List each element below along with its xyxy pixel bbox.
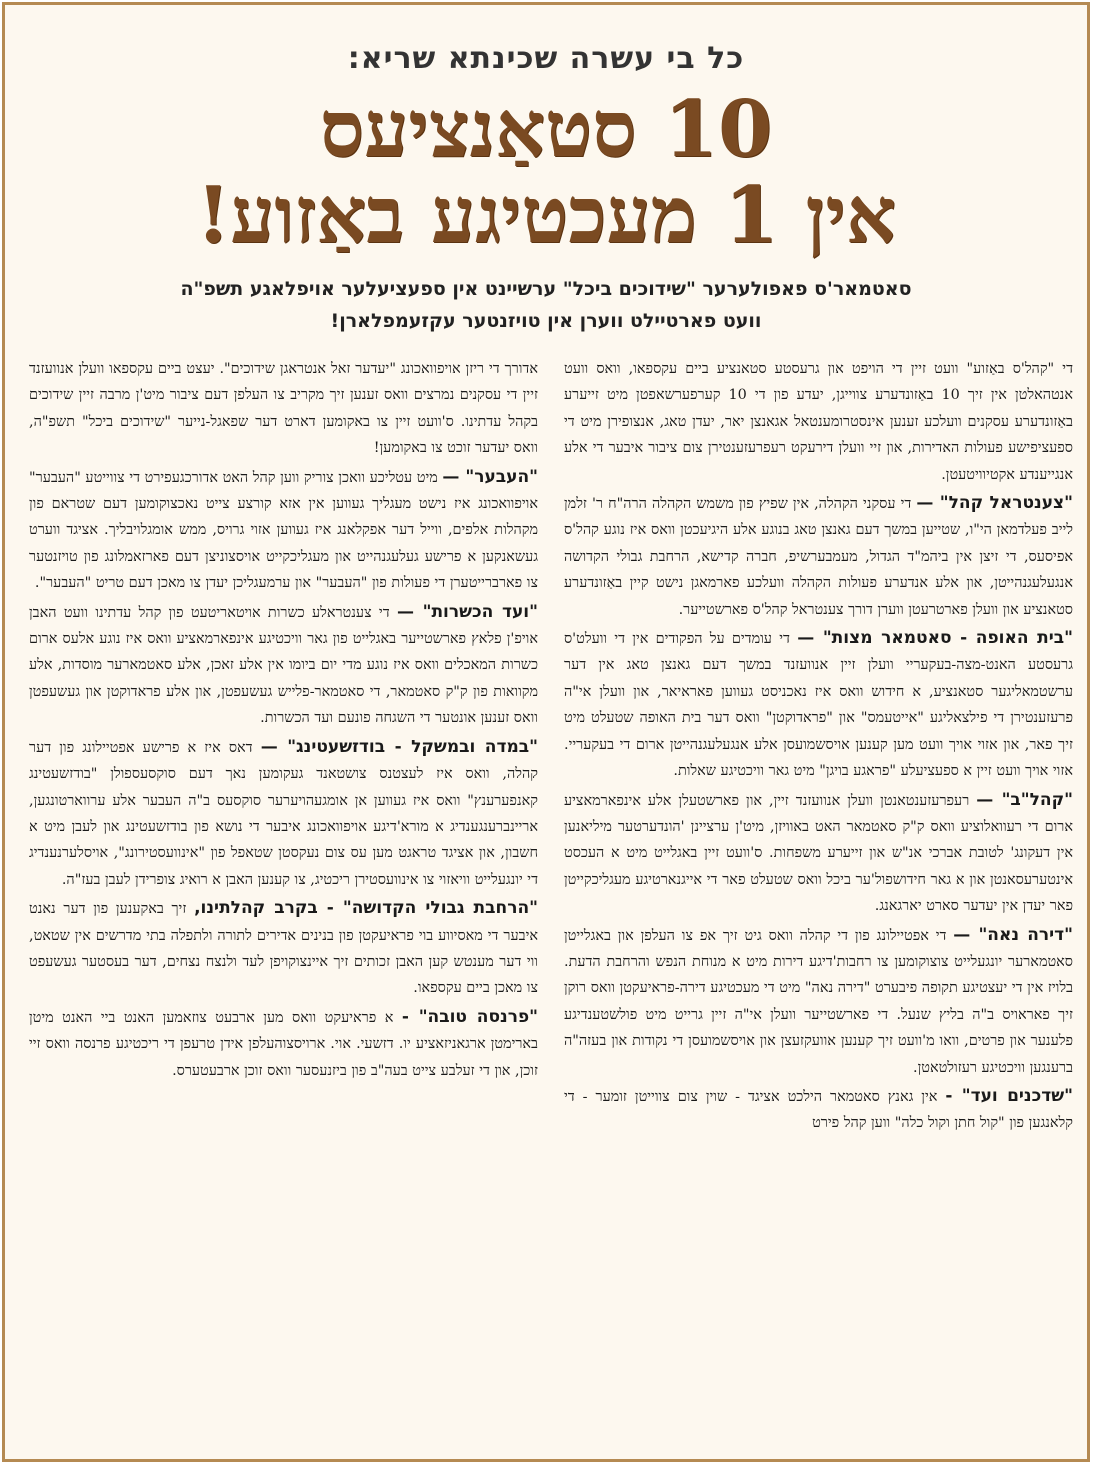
subhead-line-2: וועט פארטיילט ווערן אין טויזנטער עקזעמפלארן! xyxy=(330,310,762,332)
paragraph-body: זיך באקענען פון דער נאנט איבער די מאסיווע בוי פראיעקטן פון בנינים אדירים לתורה ולתפלה בתי מדרשים אין שטאט, ווי דער מענטש קען האבן זכותים זיך איינצוקויפן לעד ולנצח נצחים, דער בעסטער געשעפט צו מאכן ביים עקספאו. xyxy=(29,901,538,997)
left-column xyxy=(29,355,538,1441)
paragraph-body: אדורך די ריזן אויפוואכונג "יעדער זאל אנטראגן שידוכים". יעצט ביים עקספאו וועלן אנוועזנד זיין די עסקנים נמרצים וואס זענען זיך מקריב צו העלפן דעם ציבור מיט'ן מרבה זיין שידוכים בקהל עדתינו. ס'וועט זיין צו באקומען דארט דער שפאגל-נייער "שידוכים ביכל" תשפ"ה, וואס יעדער זוכט צו באקומען! xyxy=(29,361,538,457)
paragraph-body: די אפטיילונג פון די קהלה וואס גיט זיך אפ צו העלפן און באגלייטן סאטמארער יונגעלייט צוצוקומען צו רחבות'דיגע דירות מיט א מנוחת הנפש והרחבת הדעת. בלויז אין די יעצטיגע תקופה פיבערט "דירה נאה" מיט די מעכטיגע דירה-פראיעקטן וואס רוקן זיך פאראויס ב"ה בליץ שנעל. די פארשטייער וועלן אי"ה זיין גרייט מיט פולשטענדיגע פלענער און פרטים, וואו מ'וועט זיך קענען אוועקזעצן און אויסשמועסן די נקודות און בעזה"ה ברענגען וויכטיגע רעזולטאטן. xyxy=(564,927,1073,1076)
paragraph xyxy=(564,490,1073,623)
subheadline xyxy=(45,273,1047,337)
paragraph xyxy=(564,922,1073,1081)
paragraph xyxy=(29,464,538,597)
paragraph-body: די עסקני הקהלה, אין שפיץ פון משמש הקהלה הרה"ח ר' זלמן לייב פעלדמאן הי"ו, שטייען במשך דעם גאנצן טאג בנוגע אלע היגיעכטן וואס איז נוגע קהל'ס אפיסעס, די זיצן אין ביהמ"ד הגדול, מעמבערשיפ, חברה קדישא, הרחבת גבולי הקדושה אנגעלעגנהייטן, און אלע אנדערע פעולות הקהלה וועלכע פארמאגן נישט קיין באַזונדערע סטאנציע און וועלן פארטרעטן ווערן דורך צענטראל קהל'ס פארשטייער. xyxy=(564,496,1073,618)
article-columns xyxy=(29,355,1073,1441)
paragraph xyxy=(564,355,1073,488)
section-heading: "בית האופה - סאטמאר מצות" — xyxy=(797,628,1073,649)
section-heading: "שדכנים ועד" - xyxy=(945,1085,1073,1106)
kicker: כל בי עשרה שכינתא שריא: xyxy=(347,41,745,76)
paragraph-body: די צענטראלע כשרות אויטאריטעט פון קהל עדתינו וועט האבן אויפ'ן פלאץ פארשטייער באגלייט פון גאר וויכטיגע אינפארמאציע וואס איז נוגע אלעס ארום כשרות המאכלים וואס איז נוגע מדי יום ביומו אין אלע זאכן, אלע סאטמארער מוסדות, אלע מקוואות פון ק"ק סאטמאר, די סאטמאר-פלייש געשעפטן, און אלע פראדוקטן און געשעפטן וואס זענען אונטער די השגחה פונעם ועד הכשרות. xyxy=(29,604,538,727)
section-heading: "העבער" — xyxy=(442,466,538,487)
headline-line-1: 10 סטאַנציעס xyxy=(319,84,773,175)
subhead-line-1: סאטמאר'ס פאפולערער "שידוכים ביכל" ערשיינט אין ספעציעלער אויפלאגע תשפ"ה xyxy=(180,278,912,300)
section-heading: "קהל"ב" — xyxy=(976,789,1073,810)
paragraph xyxy=(29,895,538,1002)
right-column xyxy=(564,355,1073,1441)
section-heading: "דירה נאה" — xyxy=(953,924,1073,945)
headline-line-2: אין 1 מעכטיגע באַזוע! xyxy=(196,170,896,261)
paragraph xyxy=(29,1004,538,1084)
section-heading: "במדה ובמשקל - בודזשעטינג" — xyxy=(260,736,538,757)
article-page xyxy=(2,2,1090,1462)
section-heading: "פרנסה טובה" - xyxy=(401,1006,538,1027)
paragraph-body: די "קהל'ס באַזוע" וועט זיין די הויפט און גרעסטע סטאנציע ביים עקספאו, וואס וועט אנטהאלטן אין זיך 10 באַזונדערע צווייגן, יעדע פון די 10 קערפערשאפטן מיט זייערע באַזונדערע עסקנים וועלכע זענען אינסטרומענטאל אגאנצן יאר, יעדן טאג, אנצופירן מיט די ספעציפישע פעולות האדירות, און זיי וועלן דירעקט רעפרעזענטירן צום ציבור איבער די אלע אנגייענדע אקטיוויטעטן. xyxy=(564,361,1073,483)
paragraph xyxy=(29,355,538,462)
paragraph xyxy=(29,599,538,732)
section-heading: "הרחבת גבולי הקדושה" - בקרב קהלתינו, xyxy=(194,898,538,919)
paragraph xyxy=(564,1083,1073,1137)
paragraph xyxy=(29,734,538,893)
paragraph-body: מיט עטליכע וואכן צוריק ווען קהל האט אדורכגעפירט די צווייטע "העבער" אויפוואכונג איז נישט מעגליך געווען אין אזא קורצע צייט נאכצוקומען דעם שטראם פון מקהלות אלפים, ווייל דער אפקלאנג איז געווען אזוי גרויס, ממש אומגלויבליך. אציגד ווערט געשאנקען א פרישע געלעגנהייט און מעגליכקייט אויסצוניצן דעם פארזאמלונג פון טויזנטער צו פארברייטערן די פעולות פון "העבער" און ערמעגליכן יעדן צו מאכן דעם טריט "העבער". xyxy=(29,469,538,592)
paragraph-body: א פראיעקט וואס מען ארבעט צוזאמען האנט ביי האנט מיטן בארימטן ארגאניזאציע יו. דזשעי. אוי. ארויסצוהעלפן אידן טרעפן די ריכטיגע פרנסה וואס זיי זוכן, און די זעלבע צייט בעה"ב פון ביזנעסער וואס זוכן ארבעטערס. xyxy=(29,1009,538,1079)
paragraph-body: דאס איז א פרישע אפטיילונג פון דער קהלה, וואס איז לעצטנס צושטאנד געקומען נאך דעם סוקסעספולן "בודזשעטינג קאנפערענץ" וואס איז געווען אן אומגעהויערער סוקסעס ב"ה העבער אלע ערווארטונגען, אריינברענגענדיג א מורא'דיגע אויפוואכונג איבער די נושא פון בודזשעטינג און לעבן מיט א חשבון, און אציגד טראגט מען עס צום נעקסטן שטאפל פון "אינוועסטירונג", אויסלערנענדיג די יונגעלייט וויאזוי צו אינוועסטירן ריכטיג, צו קענען האבן א רואיג צופרידן לעבן בעז"ה. xyxy=(29,739,538,888)
paragraph-body: די עומדים על הפקודים אין די וועלט'ס גרעסטע האנט-מצה-בעקעריי וועלן זיין אנוועזנד במשך דעם גאנצן טאג אין דער ערשטמאליגער סטאנציע, א חידוש וואס איז נאכניסט געווען פאראיאר, און וועלן אי"ה פרעזענטירן די פילצאליגע "אייטעמס" און "פראדוקטן" וואס דער בית האופה שטעלט מיט זיך פאר, און אזוי אויך וועט מען קענען אויסשמועסן אלע אנגעלעגנהייטן ארום די בעקעריי. אזוי אויך וועט זיין א ספעציעלע "פראגע בויגן" מיט גאר וויכטיגע שאלות. xyxy=(564,631,1073,780)
section-heading: "צענטראל קהל" — xyxy=(916,493,1073,514)
paragraph xyxy=(564,787,1073,920)
section-heading: "ועד הכשרות" — xyxy=(396,601,538,622)
paragraph xyxy=(564,625,1073,784)
paragraph-body: רעפרעזענטאנטן וועלן אנוועזנד זיין, און פארשטעלן אלע אינפארמאציע ארום די רעוואלוציע וואס ק"ק סאטמאר האט באוויזן, מיט'ן ערציינן 'הונדערטער מיליאנען אין דעקונג' לטובת אברכי אנ"ש און זייערע משפחות. ס'וועט זיין באגלייט מיט א העכסט אינטערעסאנטן און א גאר חידושפול'ער ביכל וואס שטעלט פאר די אייגנארטיגע מעגליכקייטן פאר יעדן אין יעדער סארט יארגאנג. xyxy=(564,792,1073,915)
paragraph-body: אין גאנץ סאטמאר הילכט אציגד - שוין צום צווייטן זומער - די קלאנגען פון "קול חתן וקול כלה" ווען קהל פירט xyxy=(564,1088,1073,1132)
